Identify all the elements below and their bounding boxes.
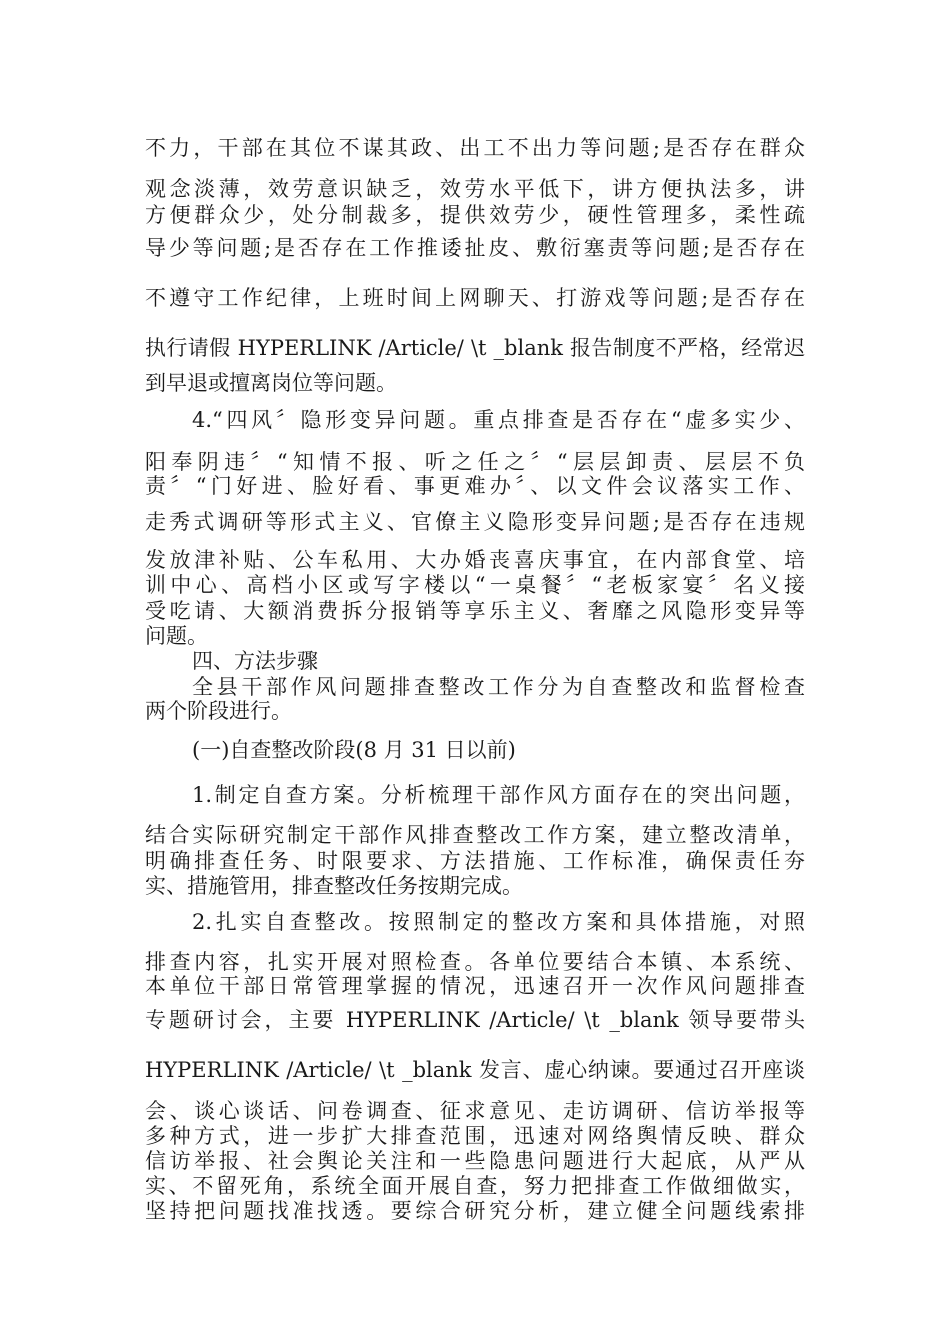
text-line: 实、措施管用，排查整改任务按期完成。 [145, 874, 523, 898]
text-line: 实、不留死角，系统全面开展自查，努力把排查工作做细做实， [145, 1174, 805, 1198]
text-line: 本单位干部日常管理掌握的情况，迅速召开一次作风问题排查 [145, 974, 805, 998]
text-line: 方便群众少，处分制裁多，提供效劳少，硬性管理多，柔性疏 [145, 203, 805, 227]
text-line: 发放津补贴、公车私用、大办婚丧喜庆事宜，在内部食堂、培 [145, 548, 805, 572]
text-line: 走秀式调研等形式主义、官僚主义隐形变异问题;是否存在违规 [145, 510, 805, 534]
subsection-heading: (一)自查整改阶段(8 月 31 日以前) [192, 738, 516, 762]
text-line: 问题。 [145, 624, 208, 648]
text-line: 明确排查任务、时限要求、方法措施、工作标准，确保责任夯 [145, 849, 805, 873]
text-line: 结合实际研究制定干部作风排查整改工作方案，建立整改清单， [145, 823, 805, 847]
text-line: 2.扎实自查整改。按照制定的整改方案和具体措施，对照 [192, 910, 805, 934]
text-line: 执行请假 HYPERLINK /Article/ \t _blank 报告制度不严格，经常迟 [145, 336, 805, 360]
text-line: 导少等问题;是否存在工作推诿扯皮、敷衍塞责等问题;是否存在 [145, 236, 805, 260]
text-line: 阳奉阴违〞“知情不报、听之任之〞“层层卸责、层层不负 [145, 450, 805, 474]
text-line: 排查内容，扎实开展对照检查。各单位要结合本镇、本系统、 [145, 950, 805, 974]
text-line: 坚持把问题找准找透。要综合研究分析，建立健全问题线索排 [145, 1199, 805, 1223]
text-line: 专题研讨会，主要 HYPERLINK /Article/ \t _blank 领导要带头 [145, 1008, 805, 1032]
text-line: 多种方式，进一步扩大排查范围，迅速对网络舆情反映、群众 [145, 1124, 805, 1148]
text-line: 1.制定自查方案。分析梳理干部作风方面存在的突出问题， [192, 783, 805, 807]
text-line: 责〞“门好进、脸好看、事更难办〞、以文件会议落实工作、 [145, 474, 805, 498]
text-line: 会、谈心谈话、问卷调查、征求意见、走访调研、信访举报等 [145, 1099, 805, 1123]
text-line: 受吃请、大额消费拆分报销等享乐主义、奢靡之风隐形变异等 [145, 599, 805, 623]
text-line: 信访举报、社会舆论关注和一些隐患问题进行大起底，从严从 [145, 1149, 805, 1173]
text-line: 观念淡薄，效劳意识缺乏，效劳水平低下，讲方便执法多，讲 [145, 177, 805, 201]
text-line: 训中心、高档小区或写字楼以“一桌餐〞“老板家宴〞名义接 [145, 573, 805, 597]
section-heading: 四、方法步骤 [192, 649, 318, 673]
text-line: 不遵守工作纪律，上班时间上网聊天、打游戏等问题;是否存在 [145, 286, 805, 310]
text-line: 不力，干部在其位不谋其政、出工不出力等问题;是否存在群众 [145, 136, 805, 160]
text-line: HYPERLINK /Article/ \t _blank 发言、虚心纳谏。要通过召开座谈 [145, 1058, 805, 1082]
text-line: 到早退或擅离岗位等问题。 [145, 371, 397, 395]
text-line: 4.“四风〞隐形变异问题。重点排查是否存在“虚多实少、 [192, 408, 805, 432]
text-line: 两个阶段进行。 [145, 699, 292, 723]
text-line: 全县干部作风问题排查整改工作分为自查整改和监督检查 [192, 675, 805, 699]
